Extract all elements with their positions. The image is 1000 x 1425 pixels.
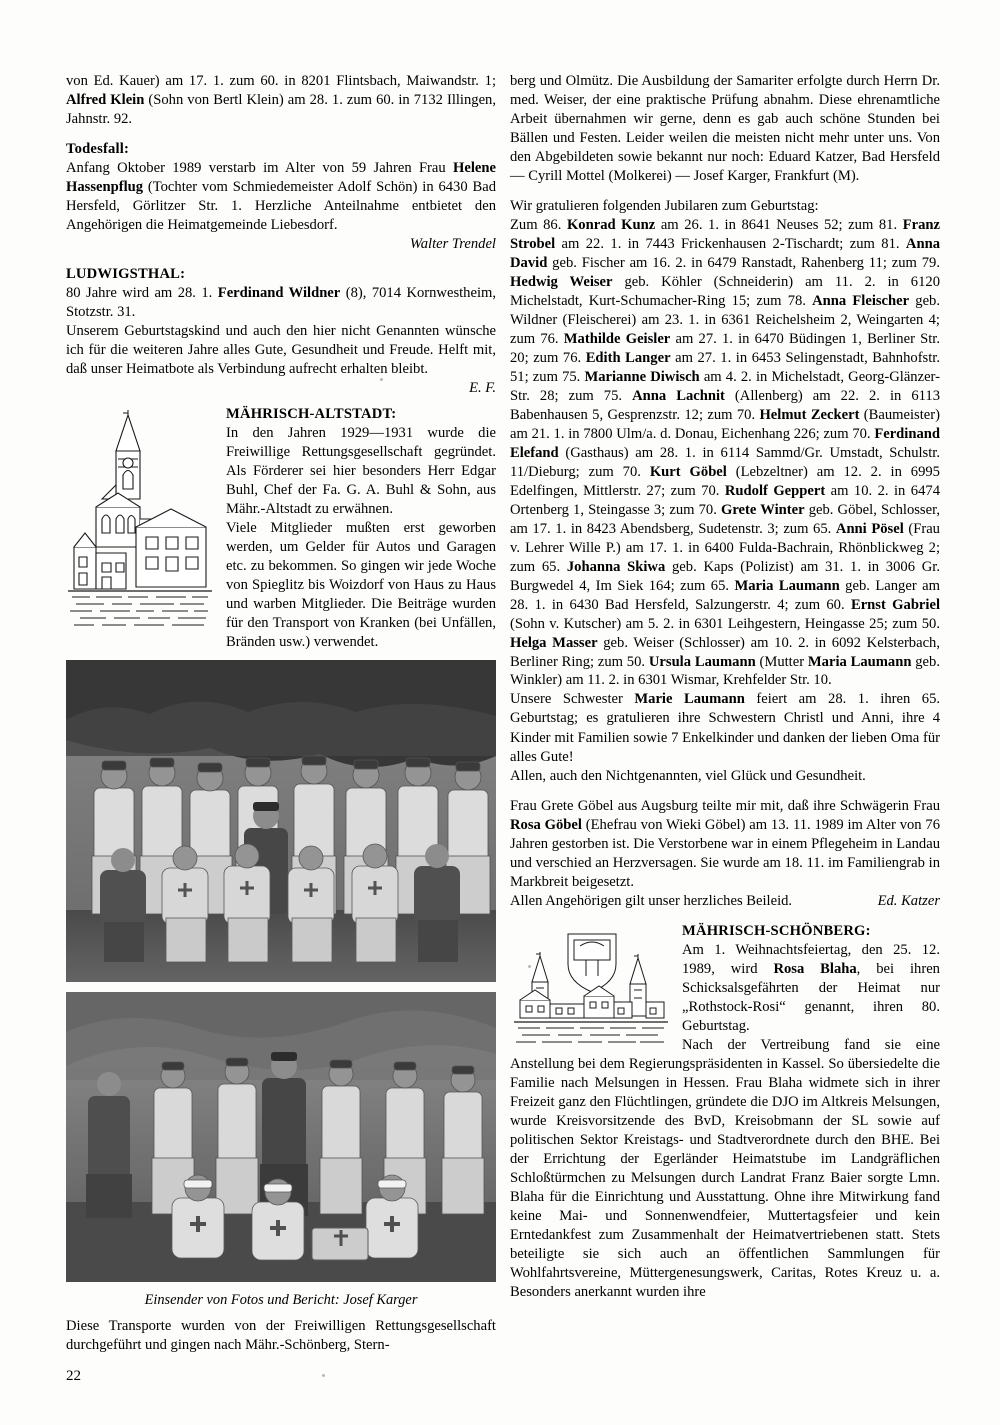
paper-speck [380,378,383,381]
paragraph-condolences [510,892,940,911]
paragraph-training-samariter: berg und Olmütz. Die Ausbildung der Samariter erfolgte durch Herrn Dr. med. Weiser, der eine praktische Prüfung abnahm. Diese ehrenamtliche Arbeit übernahmen wir gerne, denn es gab auch schöne Stunden bei Bällen und Festen. Leider weilen die meisten nicht mehr unter uns. Von den Abgebildeten sowie bekannt nur noch: Eduard Katzer, Bad Hersfeld — Cyrill Mottel (Molkerei) — Josef Karger, Frankfurt (M). [510,73,940,185]
person-name: Helene Hassenpflug [66,160,496,196]
paragraph-transport-continued: Diese Transporte wurden von der Freiwilligen Rettungsgesellschaft durchgeführt und gingen nach Mähr.-Schönberg, Stern- [66,1317,496,1353]
signature-ed-katzer: Ed. Katzer [877,892,940,909]
heading-maehrisch-altstadt: MÄHRISCH-ALTSTADT: [226,405,397,422]
text-run: (8), 7014 Kornwestheim, Stotzstr. 31. [66,285,497,321]
paragraph-altstadt-1: In den Jahren 1929—1931 wurde die Freiwillige Rettungsgesellschaft gegründet. Als Förderer sei hier besonders Herr Edgar Buhl, Chef der Fa. G. A. Buhl & Sohn, aus Mähr.-Altstadt zu erwähnen. [226,424,496,517]
person-name: Alfred Klein [66,92,145,109]
paragraph-altstadt-2: Viele Mitglieder mußten erst geworben werden, um Gelder für Autos und Garagen etc. zu bekommen. So gingen wir jede Woche von Spieglitz bis Woizdorf von Haus zu Haus und warben Mitglieder. Die Beiträge wurden für den Transport von Kranken (bei Unfällen, Bränden usw.) verwendet. [226,519,496,650]
paper-speck [528,965,531,968]
paragraph-rosa-blaha-biography: Nach der Vertreibung fand sie eine Anstellung bei dem Regierungspräsidenten in Kassel. So übersiedelte die Familie nach Melsungen in Hessen. Frau Blaha widmete sich in ihrer Freizeit ganz den Flüchtlingen, gründete die DJO im Altkreis Melsungen, wurde Kreisvorsitzende des BvD, Kreisobmann der SL sowie auf politischen Sektor Kreistags- und Stadtverordnete durch den BHE. Bei der Errichtung der Egerländer Heimatstube im Landgräflichen Schloßtürmchen zu Melsungen durch Landrat Franz Baier sorgte Lmn. Blaha für die Einrichtung und Ausstattung. Ohne ihre Mitwirkung fand keine Mai- und Sonnenwendfeier, Muttertagsfeier und kein Erntedankfest zum Zusammenhalt der Heimatvertriebenen statt. Stets beteiligte sie sich auch an öffentlichen Sammlungen für Wohlfahrtsvereine, Müttergenesungswerk, Caritas, Rotes Kreuz u. a. Besonders anerkannt wurden ihre [510,1036,940,1301]
paragraph-congratulations-intro: Wir gratulieren folgenden Jubilaren zum Geburtstag: [510,198,819,215]
person-name: Ferdinand Wildner [217,285,341,302]
signature-ef: E. F. [469,380,496,397]
church-town-illustration [66,407,214,639]
paragraph-good-wishes: Allen, auch den Nichtgenannten, viel Glück und Gesundheit. [510,767,866,784]
schoenberg-town-crest-illustration [510,926,672,1048]
heading-ludwigsthal: LUDWIGSTHAL: [66,266,186,283]
text-run: 80 Jahre wird am 28. 1. [66,285,218,302]
paragraph-todesfall [66,159,496,235]
text-run: (Sohn von Bertl Klein) am 28. 1. zum 60. in 7132 Illingen, Jahnstr. 92. [66,92,496,128]
signature-walter-trendel: Walter Trendel [409,236,496,253]
text-run: (Tochter vom Schmiedemeister Adolf Schön) in 6430 Bad Hersfeld, Görlitzer Str. 1. Herzliche Anteilnahme entbietet den Angehörigen die Heimatgemeinde Liebesdorf. [66,179,496,234]
text-run: Allen Angehörigen gilt unser herzliches Beileid. [510,892,793,909]
paragraph-jubilee-list: Zum 86. Konrad Kunz am 26. 1. in 8641 Neuses 52; zum 81. Franz Strobel am 22. 1. in 7443 Frickenhausen 2-Tischardt; zum 81. Anna David geb. Fischer am 16. 2. in 6479 Ranstadt, Rahenberg 11; zum 79. Hedwig Weiser geb. Köhler (Schneiderin) am 11. 2. in 6120 Michelstadt, Kurt-Schumacher-Ring 15; zum 78. Anna Fleischer geb. Wildner (Fleischerei) am 23. 1. in 6361 Reichelsheim 2, Weingarten 4; zum 76. Mathilde Geisler am 27. 1. in 6470 Büdingen 1, Berliner Str. 20; zum 76. Edith Langer am 27. 1. in 6453 Selingenstadt, Bahnhofstr. 51; zum 75. Marianne Diwisch am 4. 2. in Michelstadt, Georg-Glänzer-Str. 28; zum 75. Anna Lachnit (Allenberg) am 22. 2. in 6113 Babenhausen 5, Gesprenzstr. 12; zum 70. Helmut Zeckert (Baumeister) am 21. 1. in 7800 Ulm/a. d. Donau, Eichenhang 226; zum 70. Ferdinand Elefand (Gasthaus) am 28. 1. in 6114 Sammd/Gr. Umstadt, Schulstr. 11/Dieburg; zum 70. Kurt Göbel (Lebzeltner) am 12. 2. in 6995 Edelfingen, Mittlerstr. 27; zum 70. Rudolf Geppert am 10. 2. in 6474 Ortenberg 1, Steingasse 3; zum 70. Grete Winter geb. Göbel, Schlosser, am 17. 1. in 8423 Abendsberg, Sudetenstr. 3; zum 65. Anni Pösel (Frau v. Lehrer Wille P.) am 17. 1. in 6400 Fulda-Bachrain, Rhönblickweg 2; zum 65. Johanna Skiwa geb. Kaps (Polizist) am 31. 1. in 3006 Gr. Burgwedel 4, Im Siek 164; zum 65. Maria Laumann geb. Langer am 28. 1. in 6430 Bad Hersfeld, Salzungerstr. 4; zum 60. Ernst Gabriel (Sohn v. Kutscher) am 5. 2. in 6301 Leihgestern, Heingasse 25; zum 50. Helga Masser geb. Weiser (Schlosser) am 10. 2. in 6092 Kelsterbach, Berliner Ring; zum 50. Ursula Laumann (Mutter Maria Laumann geb. Winkler) am 11. 2. in 6301 Wismar, Krehfelder Str. 10. [510,217,941,689]
paragraph-ludwigsthal-wishes: Unserem Geburtstagskind und auch den hier nicht Genannten wünsche ich für die weiteren Jahre alles Gute, Gesundheit und Freude. Helft mit, daß unser Heimatbote als Verbindung aufrecht erhalten bleibt. [66,323,496,378]
text-run: von Ed. Kauer) am 17. 1. zum 60. in 8201 Flintsbach, Maiwandstr. 1; [66,73,496,89]
left-column [66,72,496,1355]
page-number: 22 [66,1368,81,1384]
paragraph-rosa-blaha-intro: Am 1. Weihnachtsfeiertag, den 25. 12. 1989, wird Rosa Blaha, bei ihren Schicksalsgefährten der Heimat nur „Rothstock-Rosi“ genannt, ihren 80. Geburtstag. [682,941,940,1034]
heading-todesfall: Todesfall: [66,141,130,158]
photo-rescue-society-outdoors [66,992,496,1282]
paragraph-marie-laumann: Unsere Schwester Marie Laumann feiert am 28. 1. ihren 65. Geburtstag; es gratulieren ihre Schwestern Christl und Anni, ihre 4 Kinder mit Familien sowie 7 Enkelkinder und danken der lieben Oma für alles Gute! [510,691,941,765]
paper-speck [322,1374,325,1377]
right-column [510,72,940,1302]
paragraph-rosa-goebel-obituary: Frau Grete Göbel aus Augsburg teilte mir mit, daß ihre Schwägerin Frau Rosa Göbel (Ehefrau von Wieki Göbel) am 13. 11. 1989 im Alter von 76 Jahren gestorben ist. Die Verstorbene war in einem Pflegeheim in Landau und verschied an Herzversagen. Sie wurde am 18. 11. im Familiengrab in Markbreit beigesetzt. [510,797,941,890]
heading-maehrisch-schoenberg: MÄHRISCH-SCHÖNBERG: [682,922,871,939]
photo-caption: Einsender von Fotos und Bericht: Josef Karger [144,1291,418,1308]
paragraph-ludwigsthal-birthday [66,284,496,322]
paragraph-continuation [66,72,496,129]
text-run: Anfang Oktober 1989 verstarb im Alter von 59 Jahren Frau [66,160,454,177]
photo-rescue-society-group [66,660,496,982]
